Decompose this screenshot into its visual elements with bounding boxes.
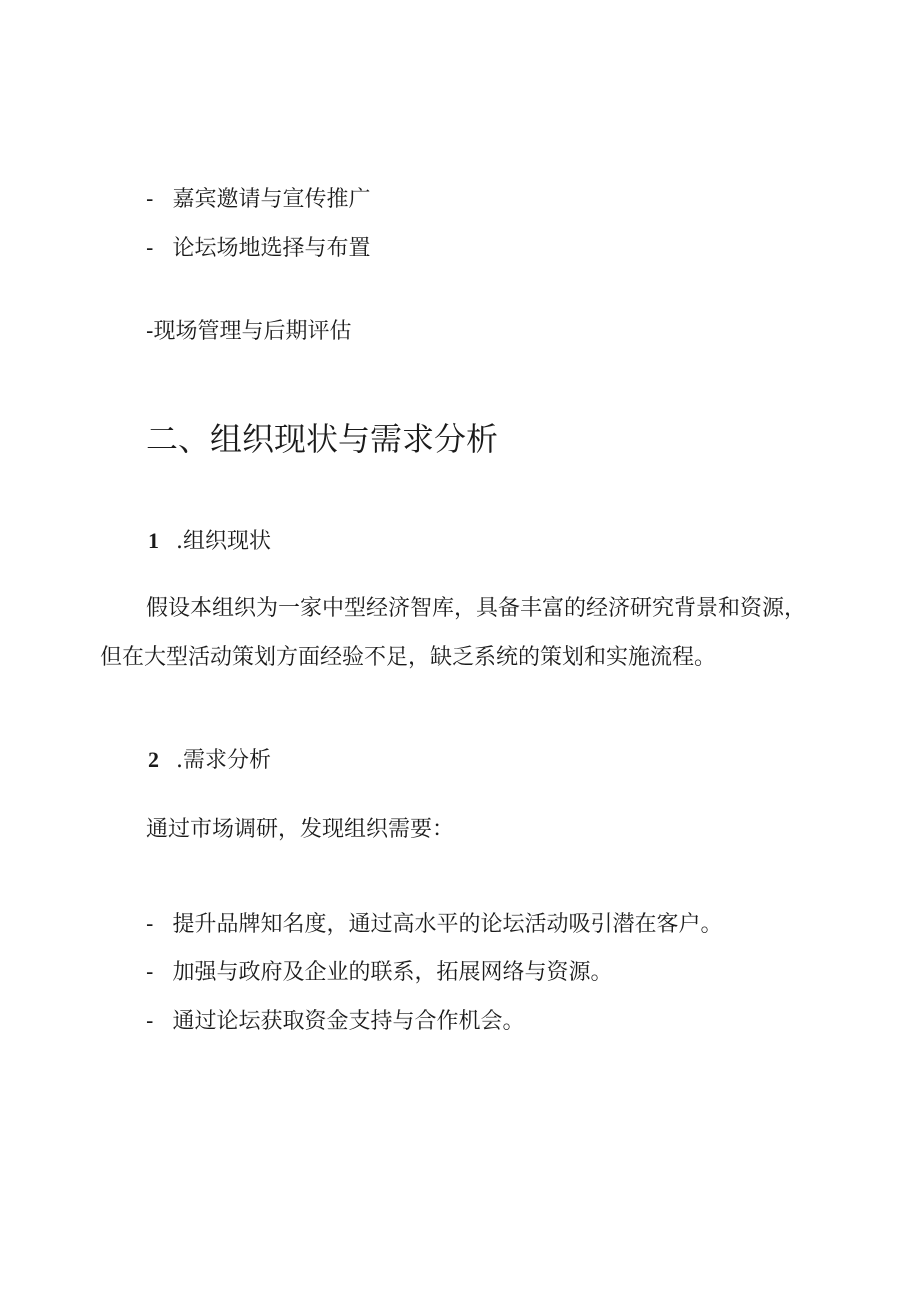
paragraph-line: 假设本组织为一家中型经济智库，具备丰富的经济研究背景和资源， (146, 596, 807, 621)
list-item-text: 嘉宾邀请与宣传推广 (172, 187, 371, 212)
subsection-title: .组织现状 (176, 529, 271, 554)
list-item-text: 提升品牌知名度，通过高水平的论坛活动吸引潜在客户。 (172, 912, 723, 937)
list-dash: - (146, 236, 154, 261)
list-dash: - (146, 319, 154, 344)
list-item-text: 论坛场地选择与布置 (172, 236, 371, 261)
list-dash: - (146, 1009, 154, 1034)
list-item-text: 通过论坛获取资金支持与合作机会。 (172, 1009, 525, 1034)
list-dash: - (146, 187, 154, 212)
subsection-heading (148, 745, 271, 776)
list-item (146, 958, 612, 988)
list-item (146, 910, 722, 940)
list-dash: - (146, 912, 154, 937)
paragraph-line: 但在大型活动策划方面经验不足，缺乏系统的策划和实施流程。 (100, 645, 717, 670)
list-item-text: 加强与政府及企业的联系，拓展网络与资源。 (172, 960, 613, 985)
subsection-heading (148, 526, 271, 557)
list-item (146, 1007, 524, 1037)
subsection-number: 1 (148, 528, 159, 553)
list-item (146, 317, 351, 347)
list-item (146, 234, 370, 264)
subsection-number: 2 (148, 747, 159, 772)
list-item-text: 现场管理与后期评估 (153, 319, 352, 344)
paragraph-line: 通过市场调研，发现组织需要： (146, 817, 455, 842)
list-dash: - (146, 960, 154, 985)
subsection-title: .需求分析 (176, 748, 271, 773)
list-item (146, 185, 370, 215)
section-heading: 二、组织现状与需求分析 (146, 420, 499, 458)
